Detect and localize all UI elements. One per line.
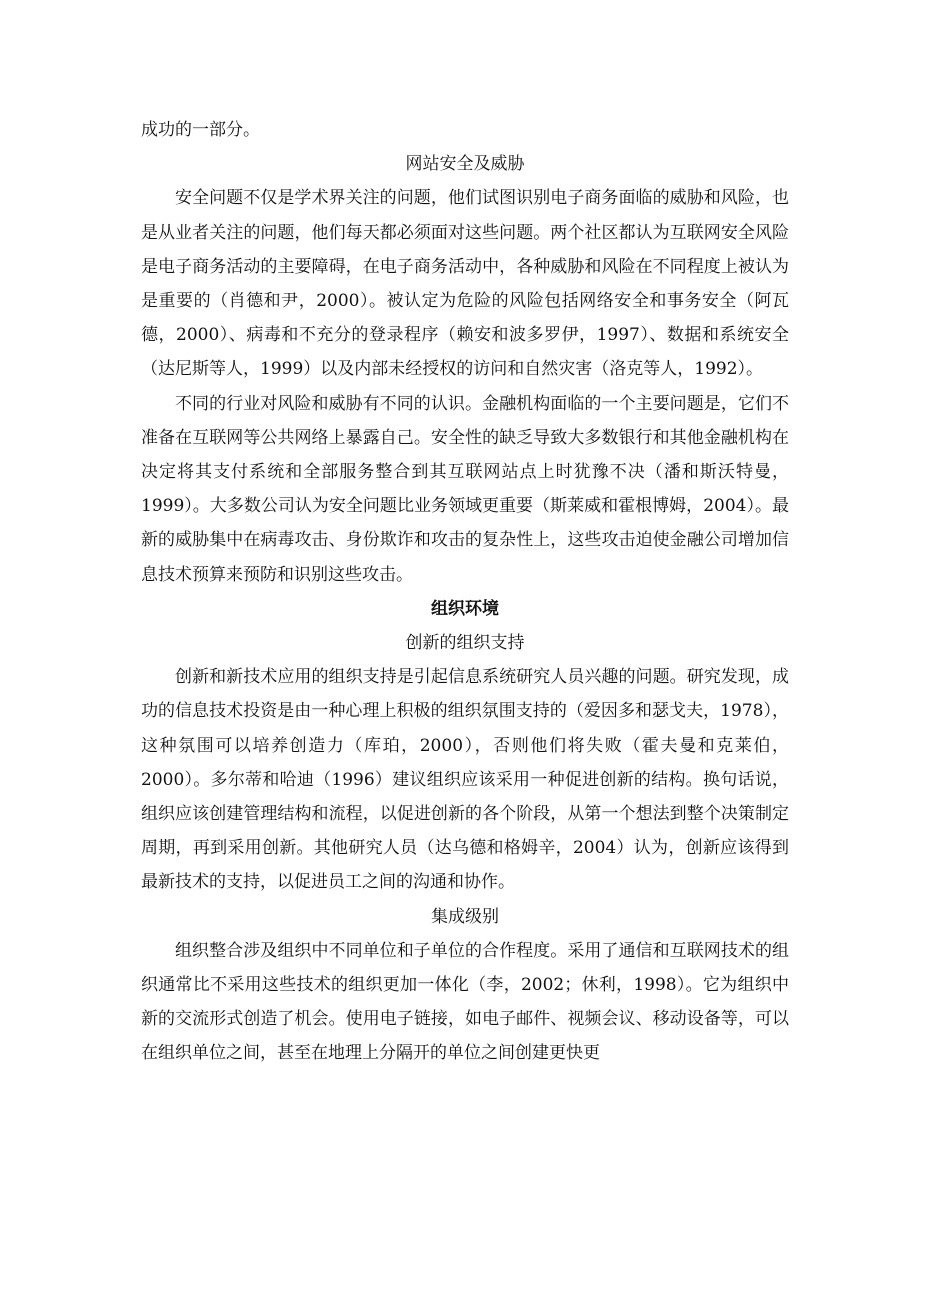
section-heading-website-security: 网站安全及威胁 (405, 154, 525, 175)
paragraph-innovation-support: 创新和新技术应用的组织支持是引起信息系统研究人员兴趣的问题。研究发现，成功的信息技术投资是由一种心理上积极的组织氛围支持的（爱因多和瑟戈夫，1978），这种氛围可以培养创造力（库珀，2000），否则他们将失败（霍夫曼和克莱伯，2000）。多尔蒂和哈迪（1996）建议组织应该采用一种促进创新的结构。换句话说，组织应该创建管理结构和流程，以促进创新的各个阶段，从第一个想法到整个决策制定周期，再到采用创新。其他研究人员（达乌德和格姆辛，2004）认为，创新应该得到最新技术的支持，以促进员工之间的沟通和协作。 (141, 667, 789, 893)
section-heading-organizational-environment: 组织环境 (431, 598, 499, 619)
subsection-heading-innovation-support: 创新的组织支持 (405, 633, 525, 654)
paragraph-integration: 组织整合涉及组织中不同单位和子单位的合作程度。采用了通信和互联网技术的组织通常比不采用这些技术的组织更加一体化（李，2002；休利，1998）。它为组织中新的交流形式创造了机会。使用电子链接，如电子邮件、视频会议、移动设备等，可以在组织单位之间，甚至在地理上分隔开的单位之间创建更快更 (141, 940, 789, 1064)
paragraph-continuation: 成功的一部分。 (141, 120, 260, 140)
paragraph-security-issues: 安全问题不仅是学术界关注的问题，他们试图识别电子商务面临的威胁和风险，也是从业者关注的问题，他们每天都必须面对这些问题。两个社区都认为互联网安全风险是电子商务活动的主要障碍，在电子商务活动中，各种威胁和风险在不同程度上被认为是重要的（肖德和尹，2000）。被认定为危险的风险包括网络安全和事务安全（阿瓦德，2000）、病毒和不充分的登录程序（赖安和波多罗伊，1997）、数据和系统安全（达尼斯等人，1999）以及内部未经授权的访问和自然灾害（洛克等人，1992）。 (141, 188, 789, 380)
subsection-heading-integration-level: 集成级别 (431, 906, 499, 927)
paragraph-industry-risks: 不同的行业对风险和威胁有不同的认识。金融机构面临的一个主要问题是，它们不准备在互联网等公共网络上暴露自己。安全性的缺乏导致大多数银行和其他金融机构在决定将其支付系统和全部服务整合到其互联网站点上时犹豫不决（潘和斯沃特曼，1999）。大多数公司认为安全问题比业务领域更重要（斯莱威和霍根博姆，2004）。最新的威胁集中在病毒攻击、身份欺诈和攻击的复杂性上，这些攻击迫使金融公司增加信息技术预算来预防和识别这些攻击。 (141, 393, 789, 585)
document-page (141, 113, 789, 1071)
